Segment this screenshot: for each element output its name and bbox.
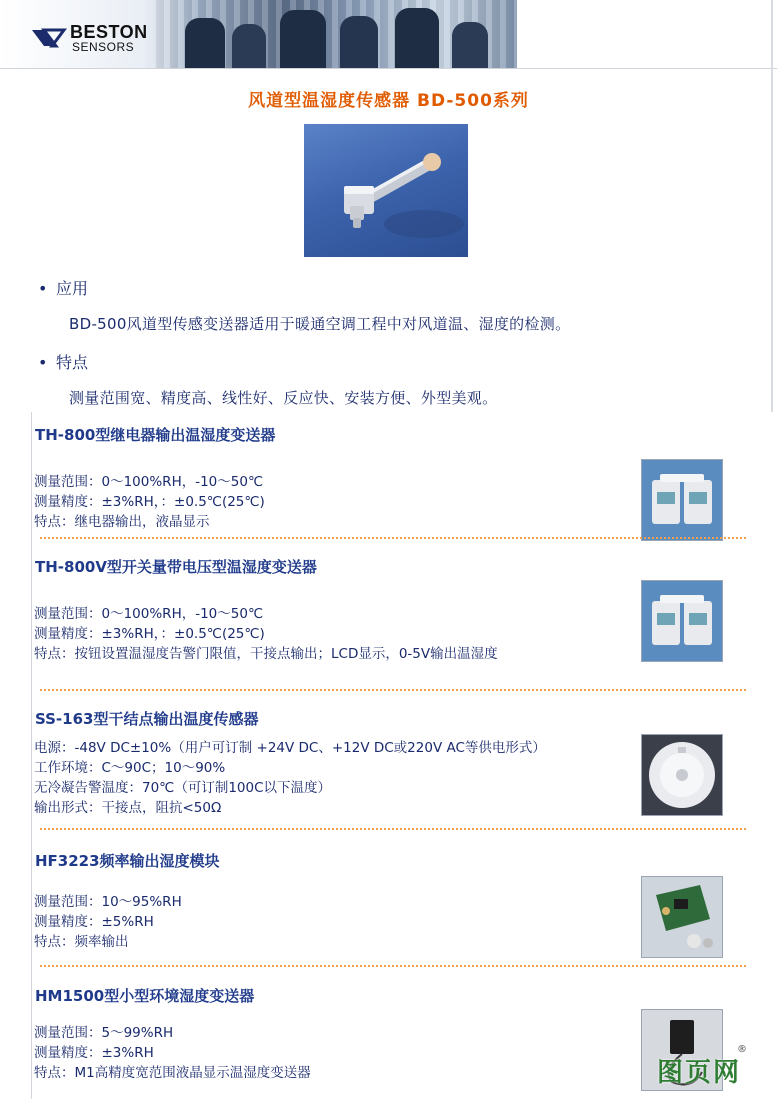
banner-figure [452,22,488,68]
banner-figure [232,24,266,68]
product-spec: 特点：继电器输出，液晶显示 [34,514,210,530]
bullet-icon: • [38,279,48,298]
product-spec: 测量范围：0～100%RH，-10～50℃ [34,606,264,622]
product-spec: 无冷凝告警温度：70℃（可订制100C以下温度） [34,780,332,796]
brand-name: BESTON [70,22,148,42]
product-spec: 测量精度：±3%RH [34,1045,154,1061]
product-image [304,124,468,257]
item-divider [40,828,746,830]
product-spec: 测量精度：±3%RH，：±0.5℃(25℃) [34,626,265,642]
section-application-text: BD-500风道型传感变送器适用于暖通空调工程中对风道温、湿度的检测。 [69,315,571,333]
product-spec: 测量范围：0～100%RH，-10～50℃ [34,474,264,490]
product-thumbnail[interactable] [641,876,723,958]
product-spec: 特点：M1高精度宽范围液晶显示温湿度变送器 [34,1065,311,1081]
logo-mark-icon [30,26,68,52]
product-title[interactable]: TH-800V型开关量带电压型温湿度变送器 [35,558,317,576]
product-title[interactable]: TH-800型继电器输出温湿度变送器 [35,426,276,444]
product-list [31,412,772,1099]
page-title: 风道型温湿度传感器 BD-500系列 [248,91,529,111]
header-divider [0,68,777,69]
item-divider [40,537,746,539]
bullet-icon: • [38,353,48,372]
item-divider [40,965,746,967]
item-divider [40,689,746,691]
product-thumbnail[interactable] [641,734,723,816]
product-spec: 电源：-48V DC±10%（用户可订制 +24V DC、+12V DC或220V AC等供电形式） [34,740,546,756]
banner-figure [185,18,225,68]
product-spec: 测量精度：±3%RH，：±0.5℃(25℃) [34,494,265,510]
section-application-heading: • 应用 [38,279,89,298]
brand-subtitle: SENSORS [72,40,135,54]
section-features-heading: • 特点 [38,353,89,372]
product-spec: 输出形式：干接点，阻抗<50Ω [34,800,222,816]
product-spec: 特点：按钮设置温湿度告警门限值，干接点输出；LCD显示，0-5V输出温湿度 [34,646,498,662]
section-features-text: 测量范围宽、精度高、线性好、反应快、安装方便、外型美观。 [69,389,498,407]
brand-logo[interactable] [30,22,160,54]
banner-figure [340,16,378,68]
product-spec: 测量精度：±5%RH [34,914,154,930]
product-title[interactable]: HF3223频率输出湿度模块 [35,852,220,870]
product-thumbnail[interactable] [641,459,723,541]
content-border [771,0,773,412]
product-spec: 测量范围：5～99%RH [34,1025,174,1041]
product-spec: 测量范围：10～95%RH [34,894,182,910]
banner-figure [395,8,439,68]
product-spec: 工作环境：C～90C；10～90% [34,760,226,776]
watermark-logo: 图页网 ® [657,1044,750,1088]
product-spec: 特点：频率输出 [34,934,129,950]
product-title[interactable]: SS-163型干结点输出温度传感器 [35,710,259,728]
header-banner [0,0,517,68]
product-title[interactable]: HM1500型小型环境湿度变送器 [35,987,255,1005]
banner-figure [280,10,326,68]
product-thumbnail[interactable] [641,580,723,662]
